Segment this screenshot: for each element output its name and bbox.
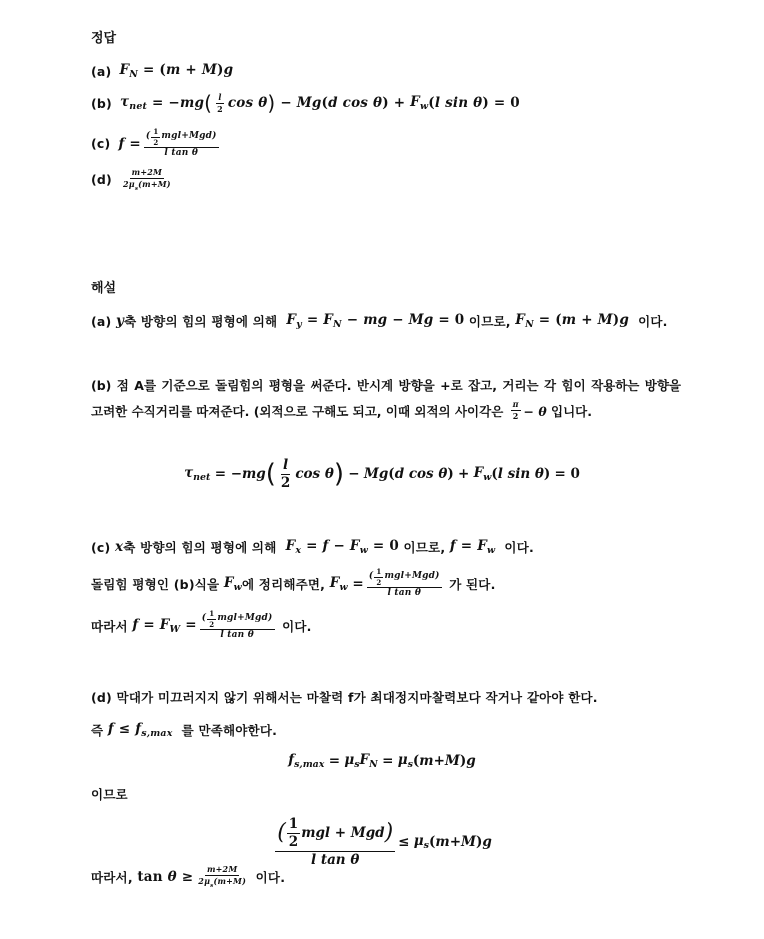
answer-d-formula: $\frac{m+2M}{2\mu_s(m+M)}$ [122,167,171,192]
answer-c [91,128,222,159]
explanation-d-label: (d) [91,689,112,705]
explanation-c: (c) x 축 방향의 힘의 평형에 의해 $F_x = f - F_w = 0$ 이므로, $f = F_w$ 이다. [91,538,534,556]
explanation-d-line2: 즉 $f \le f_{s,max}$ 를 만족해야한다. [91,721,278,739]
explanation-a-label: (a) [91,313,112,329]
explanation-d-line3-text: 이므로 [91,787,128,802]
explanation-d-line2-text2: 를 만족해야한다. [181,723,278,738]
explanation-b: (b) 점 A를 기준으로 돌림힘의 평형을 써준다. 반시계 방향을 +로 잡고, 거리는 각 힘이 작용하는 방향을 고려한 수직거리를 따져준다. (외적으로 구해도 되고, 이때 외적의 사이각은 $\frac{\pi}{2}$ − θ 입니다. [91,378,682,421]
explanation-a-text2: 이므로, [468,314,511,329]
explanation-a-text3: 이다. [638,314,668,329]
answer-d-label: (d) [91,172,112,188]
answer-b-label: (b) [91,95,112,111]
answer-b [91,93,520,114]
answer-c-formula: f = ( $\frac{1}{2}$ mgl+Mgd) l tan θ [118,127,217,159]
explanation-d-equation2: ( $\frac{1}{2}$ mgl + Mgd ) l tan θ ≤ $\mu_s$ ( m + M ) g [277,816,492,868]
explanation-c-line2-text3: 가 된다. [449,576,496,592]
answer-a [91,62,233,80]
explanation-d-line2-text1: 즉 [91,723,104,738]
explanation-c-line2-text1: 돌림힘 평형인 (b)식을 [91,576,220,592]
answer-heading: 정답 [91,31,117,46]
explanation-d-line3 [91,785,128,803]
explanation-d-equation1: $f_{s,max}$ = $\mu_sF_N$ = $\mu_s$ ( m + M ) g [288,752,476,770]
explanation-c-text2: 이므로, [403,540,446,555]
explanation-heading: 해설 [91,281,117,296]
explanation-c-line3-text1: 따라서 [91,618,128,634]
answer-c-label: (c) [91,136,111,152]
explanation-d [91,688,598,706]
explanation-c-line3: 따라서 $f = F_W$ = ( $\frac{1}{2}$ mgl+Mgd) l tan θ 이다. [91,609,312,641]
explanation-c-line2-text2: 에 정리해주면, [241,576,326,592]
explanation-c-label: (c) [91,539,111,555]
answer-d [91,168,176,192]
explanation-d-final-text2: 이다. [255,869,286,885]
explanation-c-line2: 돌림힘 평형인 (b)식을 $F_w$ 에 정리해주면, $F_w$ = ( $\frac{1}{2}$ mgl+Mgd) l tan θ 가 된다. [91,567,496,599]
explanation-d-final-text1: 따라서, [91,869,133,885]
explanation-b-equation: $\tau_{net}$ = − mg ( $\frac{l}{2}$ cos θ ) − Mg ( d cos θ ) + $F_w$ ( l sin θ ) = 0 [184,457,580,491]
explanation-b-text1: 점 A를 기준으로 돌림힘의 평형을 써준다. 반시계 방향을 +로 잡고, 거리는 각 힘이 작용하는 방향을 고려한 수직거리를 따져준다. (외적으로 구해도 되고, 이때 외적의 사이각은 [91,378,682,419]
answer-a-formula: $F_N = (m + M)g$ [119,62,234,80]
explanation-c-line3-text2: 이다. [282,618,312,634]
answer-a-label: (a) [91,63,112,79]
answer-b-formula: $\tau_{net}$ = − mg ( $\frac{l}{2}$ cos θ ) − Mg ( d cos θ ) + $F_w$ ( l sin θ ) = 0 [119,91,520,116]
explanation-c-text1: 축 방향의 힘의 평형에 의해 [123,540,277,555]
explanation-c-text3: 이다. [504,540,534,555]
explanation-a-text1: 축 방향의 힘의 평형에 의해 [124,314,278,329]
explanation-a: (a) y 축 방향의 힘의 평형에 의해 $F_y = F_N$ − mg − Mg = 0 이므로, $F_N = (m + M)g$ 이다. [91,312,668,330]
explanation-d-text1: 막대가 미끄러지지 않기 위해서는 마찰력 f가 최대정지마찰력보다 작거나 같아야 한다. [116,690,598,705]
explanation-b-label: (b) [91,378,112,393]
explanation-b-text2: 입니다. [551,404,593,419]
explanation-d-final: 따라서, tan θ ≥ $\frac{m+2M}{2\mu_s(m+M)}$ 이다. [91,864,286,889]
